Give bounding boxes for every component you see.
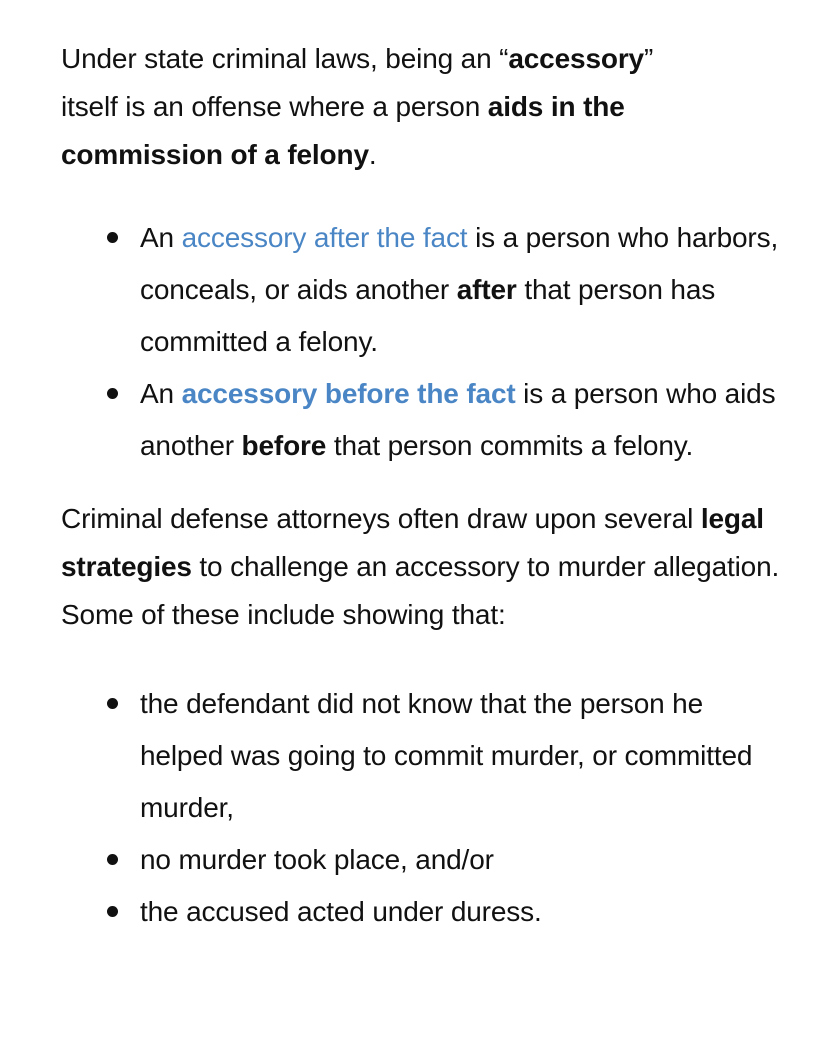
intro-text-2: ” itself is an offense where a person [61,43,654,122]
definition-item-before [61,368,788,472]
definitions-list [61,212,788,472]
defenses-list [61,678,788,938]
accessory-after-the-fact-link[interactable]: accessory after the fact [181,222,468,253]
bullet-icon [107,854,118,865]
bullet-icon [107,906,118,917]
intro-emphasis: aids in the commission of a felony [61,91,625,170]
definition-emphasis: before [241,430,327,461]
strategies-emphasis: legal strategies [61,503,764,582]
intro-term-accessory: accessory [508,43,644,74]
intro-text-1: Under state criminal laws, being an “ [61,43,509,74]
definition-item-after [61,212,788,368]
bullet-icon [107,388,118,399]
definition-text-end: that person commits a felony. [326,430,694,461]
bullet-icon [107,698,118,709]
accessory-before-the-fact-link[interactable]: accessory before the fact [181,378,516,409]
definition-emphasis: after [456,274,517,305]
defense-text: the accused acted under duress. [140,896,542,927]
definition-text: is a person who aids another [140,378,776,461]
defense-item [61,678,788,834]
intro-text-3: . [368,139,377,170]
definition-prefix: An [140,378,182,409]
strategies-text-2: to challenge an accessory to murder allegation. Some of these include showing that: [61,551,780,630]
defense-text: the defendant did not know that the person he helped was going to commit murder, or committed murder, [140,688,753,823]
strategies-paragraph [61,495,781,639]
defense-item [61,886,788,938]
definition-text-end: that person has committed a felony. [140,274,716,357]
defense-item [61,834,788,886]
strategies-text-1: Criminal defense attorneys often draw upon several [61,503,701,534]
intro-paragraph [61,35,701,179]
definition-prefix: An [140,222,182,253]
bullet-icon [107,232,118,243]
definition-text: is a person who harbors, conceals, or aids another [140,222,779,305]
defense-text: no murder took place, and/or [140,844,494,875]
